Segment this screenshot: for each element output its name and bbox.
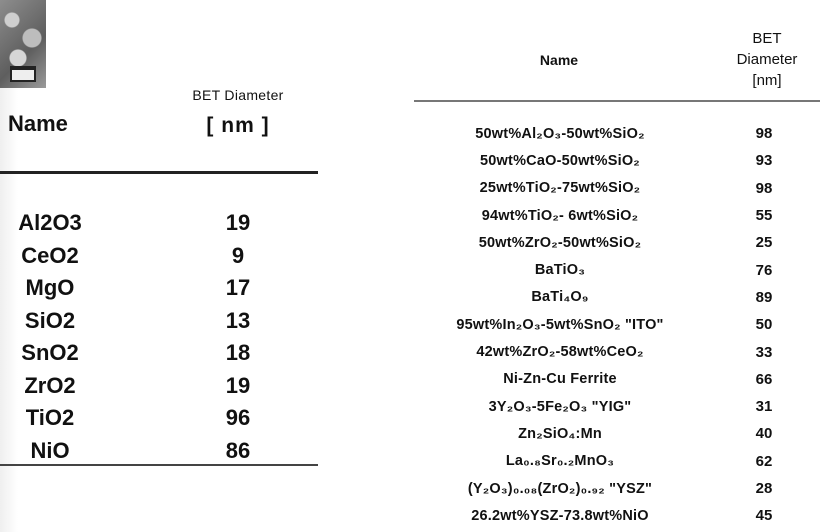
header-bet-diameter: BET Diameter [192, 87, 284, 103]
header-bet-diameter [714, 28, 820, 91]
table-row [414, 393, 820, 420]
material-name: 94wt%TiO₂- 6wt%SiO₂ [481, 207, 639, 224]
material-name: Ni-Zn-Cu Ferrite [503, 371, 617, 388]
table-row [0, 435, 318, 468]
material-name: Zn₂SiO₄:Mn [518, 425, 602, 442]
header-bet-line: BET [752, 30, 782, 47]
table-row [414, 338, 820, 365]
material-name: ZrO2 [24, 372, 76, 398]
material-name: Al2O3 [18, 210, 82, 236]
material-name: BaTi₄O₉ [531, 289, 589, 306]
bet-value: 76 [755, 261, 773, 279]
bet-value: 17 [225, 275, 251, 301]
material-name: CeO2 [21, 242, 79, 268]
table-row [0, 207, 318, 240]
bet-value: 98 [755, 179, 773, 197]
material-name: 26.2wt%YSZ-73.8wt%NiO [471, 507, 649, 524]
bet-value: 19 [225, 372, 251, 398]
table-row [414, 502, 820, 529]
material-name: 50wt%CaO-50wt%SiO₂ [480, 152, 640, 169]
material-name: MgO [25, 275, 75, 301]
bet-value: 55 [755, 207, 773, 225]
bet-value: 18 [225, 340, 251, 366]
header-rule [0, 171, 318, 174]
header-name: Name [8, 111, 68, 136]
header-unit: [ nm ] [206, 114, 270, 137]
header-name: Name [539, 52, 579, 68]
header-bet-line: [nm] [752, 72, 782, 89]
bet-value: 45 [755, 507, 773, 525]
bet-value: 19 [225, 210, 251, 236]
table-row [414, 120, 820, 147]
material-name: SiO2 [24, 307, 76, 333]
table-row [414, 147, 820, 174]
bet-value: 98 [755, 125, 773, 143]
bet-value: 9 [231, 242, 245, 268]
material-name: 25wt%TiO₂-75wt%SiO₂ [479, 180, 641, 197]
material-name: NiO [30, 437, 70, 463]
material-name: 95wt%In₂O₃-5wt%SnO₂ "ITO" [456, 316, 664, 333]
bet-value: 86 [225, 437, 251, 463]
material-name: 42wt%ZrO₂-58wt%CeO₂ [476, 344, 644, 361]
table-row [414, 420, 820, 447]
table-row [0, 240, 318, 273]
bet-value: 25 [755, 234, 773, 252]
table-row [414, 475, 820, 502]
material-name: (Y₂O₃)₀.₀₈(ZrO₂)₀.₉₂ "YSZ" [467, 480, 653, 497]
material-name: 3Y₂O₃-5Fe₂O₃ "YIG" [488, 398, 632, 415]
bet-value: 13 [225, 307, 251, 333]
table-row [414, 448, 820, 475]
table-row [0, 370, 318, 403]
material-name: TiO2 [25, 405, 75, 431]
footer-rule [0, 464, 318, 466]
material-name: 50wt%Al₂O₃-50wt%SiO₂ [475, 125, 645, 142]
header-bet-line: Diameter [736, 51, 798, 68]
bet-value: 31 [755, 398, 773, 416]
bet-value: 66 [755, 370, 773, 388]
table-row [414, 284, 820, 311]
table-row [414, 202, 820, 229]
left-table-rows [0, 207, 318, 467]
table-row [0, 272, 318, 305]
left-table [0, 0, 330, 532]
table-row [0, 337, 318, 370]
bet-value: 33 [755, 343, 773, 361]
bet-value: 50 [755, 316, 773, 334]
right-table [414, 0, 820, 532]
material-name: SnO2 [21, 340, 79, 366]
table-row [414, 229, 820, 256]
header-rule [414, 100, 820, 102]
right-table-rows [414, 120, 820, 529]
table-row [414, 311, 820, 338]
material-name: La₀.₈Sr₀.₂MnO₃ [505, 453, 615, 470]
table-row [414, 175, 820, 202]
bet-value: 89 [755, 288, 773, 306]
table-row [0, 402, 318, 435]
table-row [414, 366, 820, 393]
bet-value: 96 [225, 405, 251, 431]
bet-value: 40 [755, 425, 773, 443]
table-row [414, 256, 820, 283]
bet-value: 62 [755, 452, 773, 470]
bet-value: 93 [755, 152, 773, 170]
material-name: BaTiO₃ [534, 262, 586, 279]
bet-value: 28 [755, 480, 773, 497]
table-row [0, 305, 318, 338]
material-name: 50wt%ZrO₂-50wt%SiO₂ [478, 234, 642, 251]
